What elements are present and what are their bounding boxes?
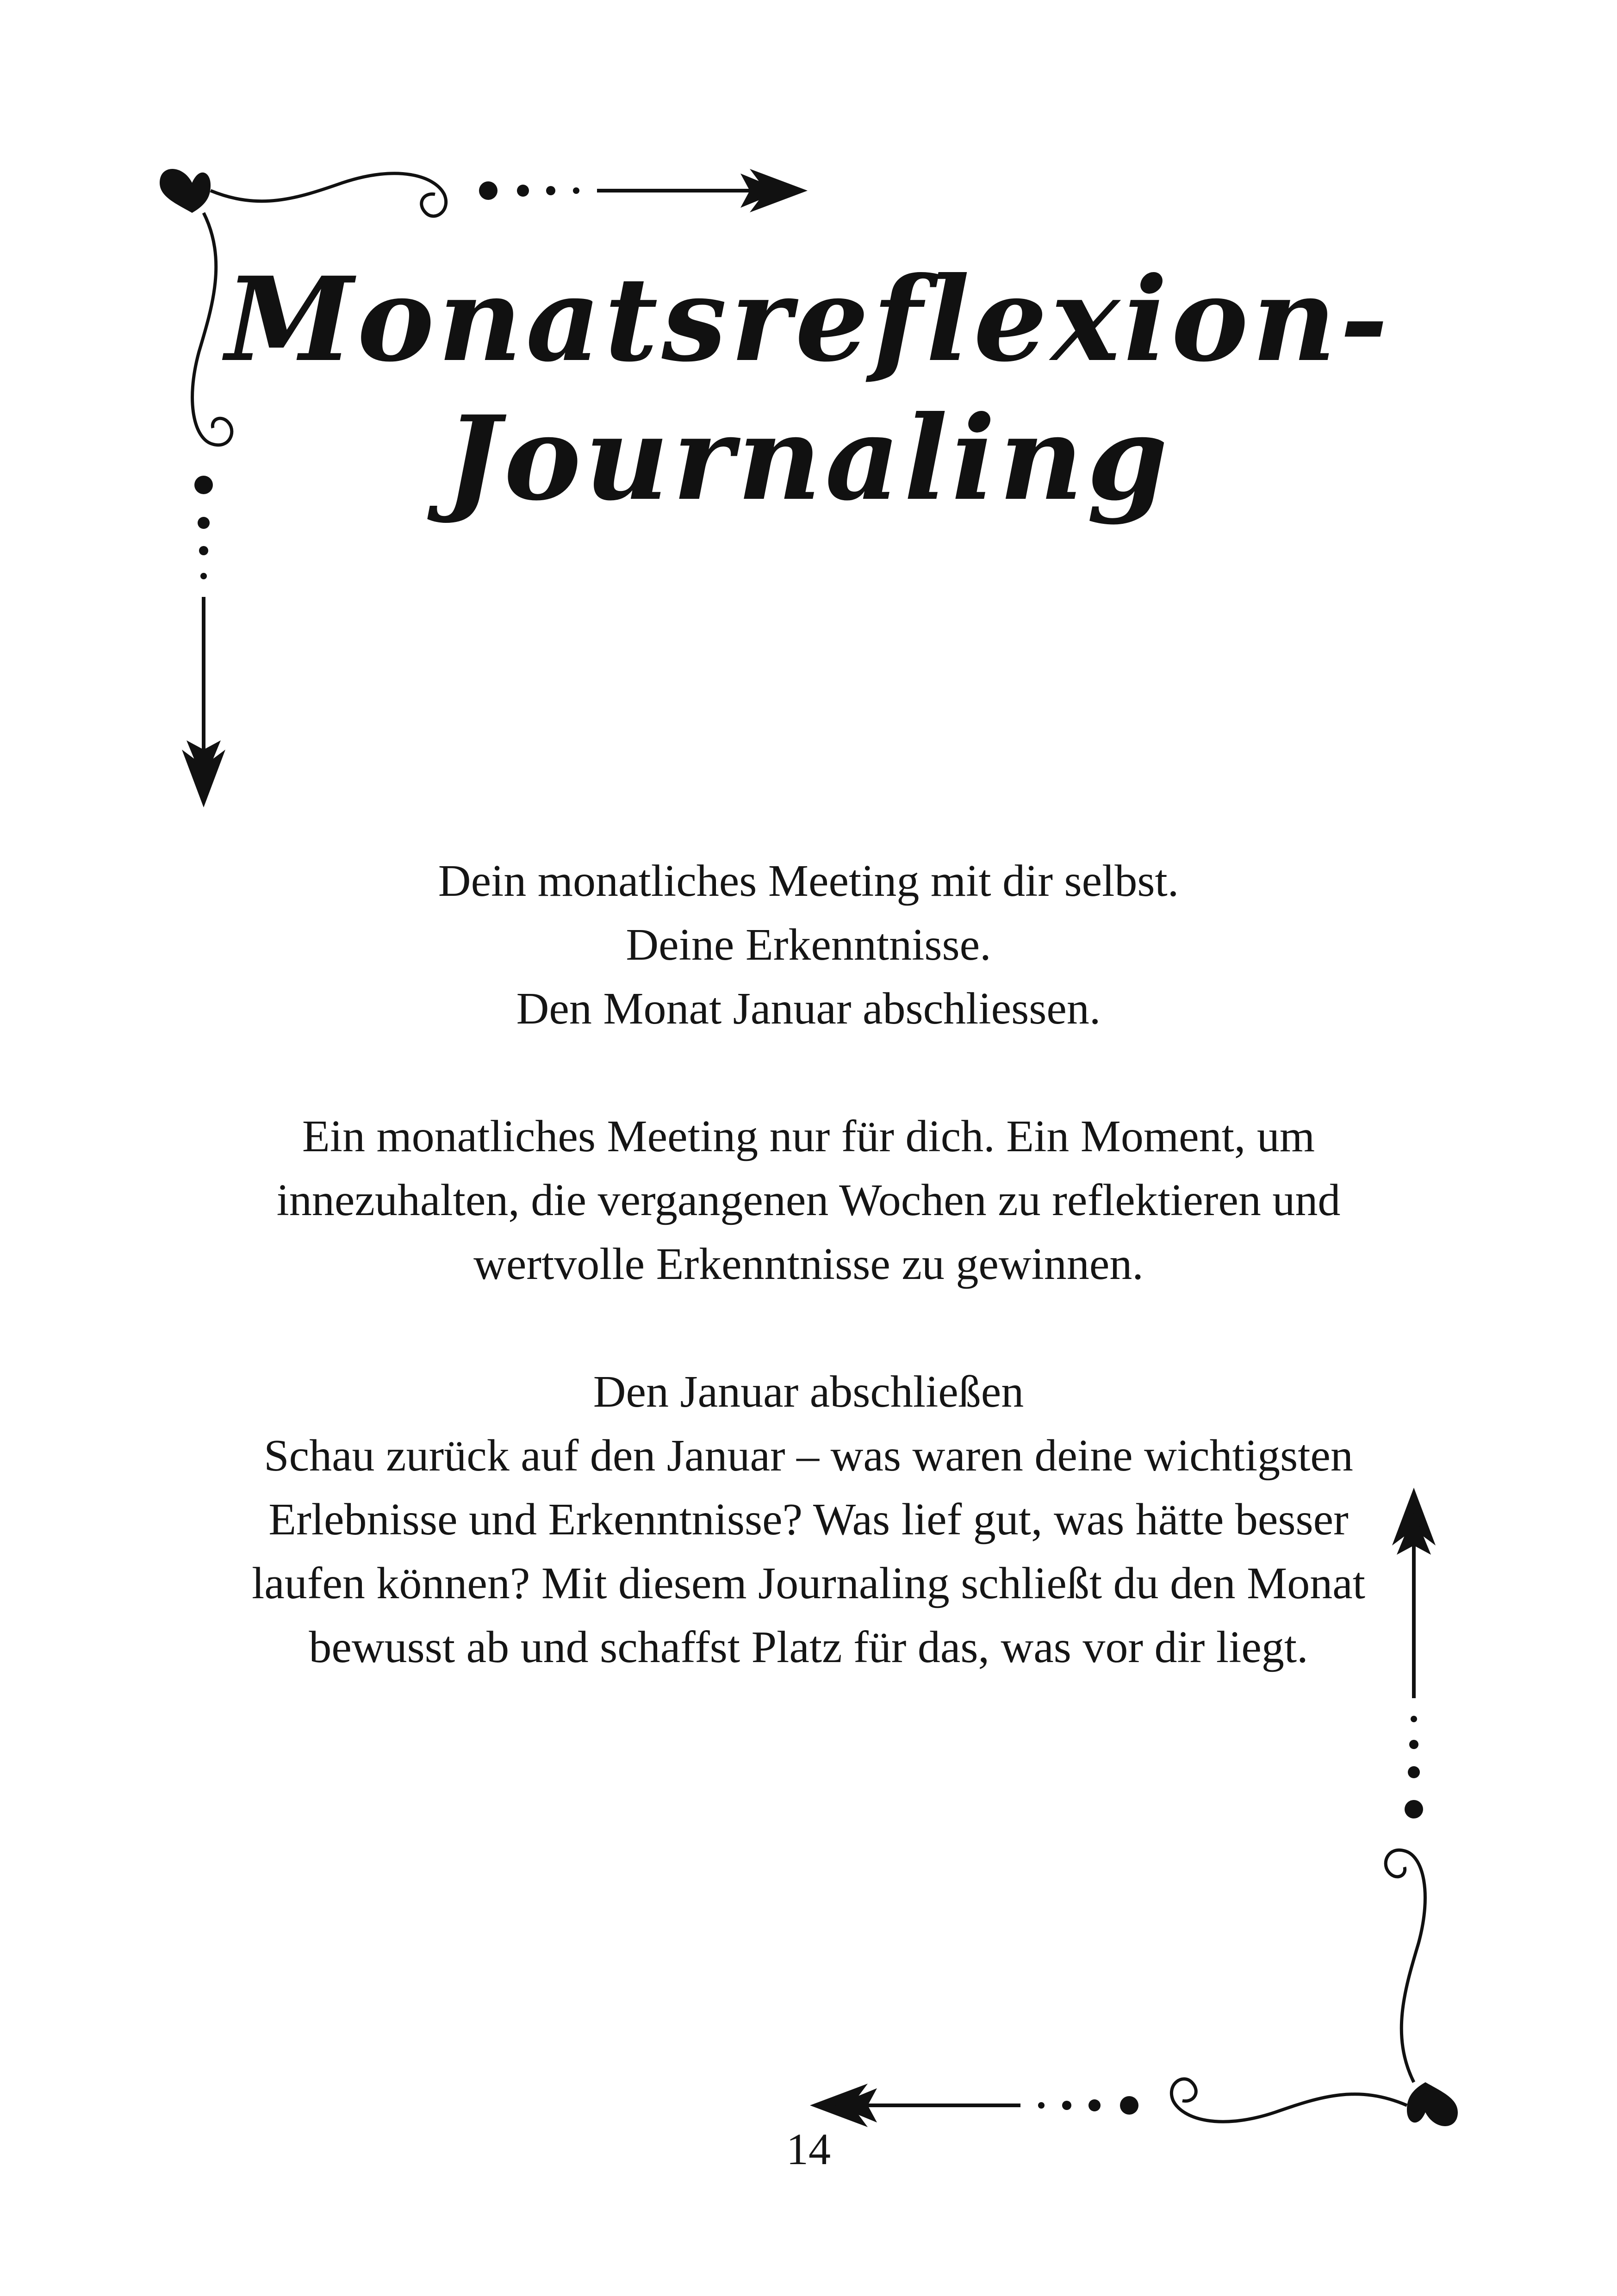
paragraph-line: Erlebnisse und Erkenntnisse? Was lief gut, was hätte besser [268,1495,1349,1545]
heart-icon [1407,2082,1458,2126]
paragraph-line: innezuhalten, die vergangenen Wochen zu reflektieren und [276,1175,1341,1225]
paragraph-line: bewusst ab und schaffst Platz für das, was vor dir liegt. [309,1622,1308,1672]
body-text [185,849,1432,1679]
page-title [0,250,1617,527]
intro-line: Dein monatliches Meeting mit dir selbst. [438,856,1179,906]
paragraph-line: Schau zurück auf den Januar – was waren deine wichtigsten [264,1431,1353,1481]
intro-line: Den Monat Januar abschliessen. [516,984,1101,1034]
title-line-1: Monatsreflexion- [225,251,1392,387]
paragraph-1 [185,1105,1432,1296]
paragraph-2 [185,1360,1432,1679]
title-line-2: Journaling [445,390,1172,526]
paragraph-heading: Den Januar abschließen [593,1367,1024,1417]
paragraph-line: wertvolle Erkenntnisse zu gewinnen. [473,1239,1144,1289]
page-number: 14 [786,2124,831,2174]
intro-block [185,849,1432,1041]
paragraph-line: Ein monatliches Meeting nur für dich. Ein Moment, um [302,1111,1315,1161]
intro-line: Deine Erkenntnisse. [626,920,991,970]
paragraph-line: laufen können? Mit diesem Journaling schließt du den Monat [252,1558,1365,1608]
